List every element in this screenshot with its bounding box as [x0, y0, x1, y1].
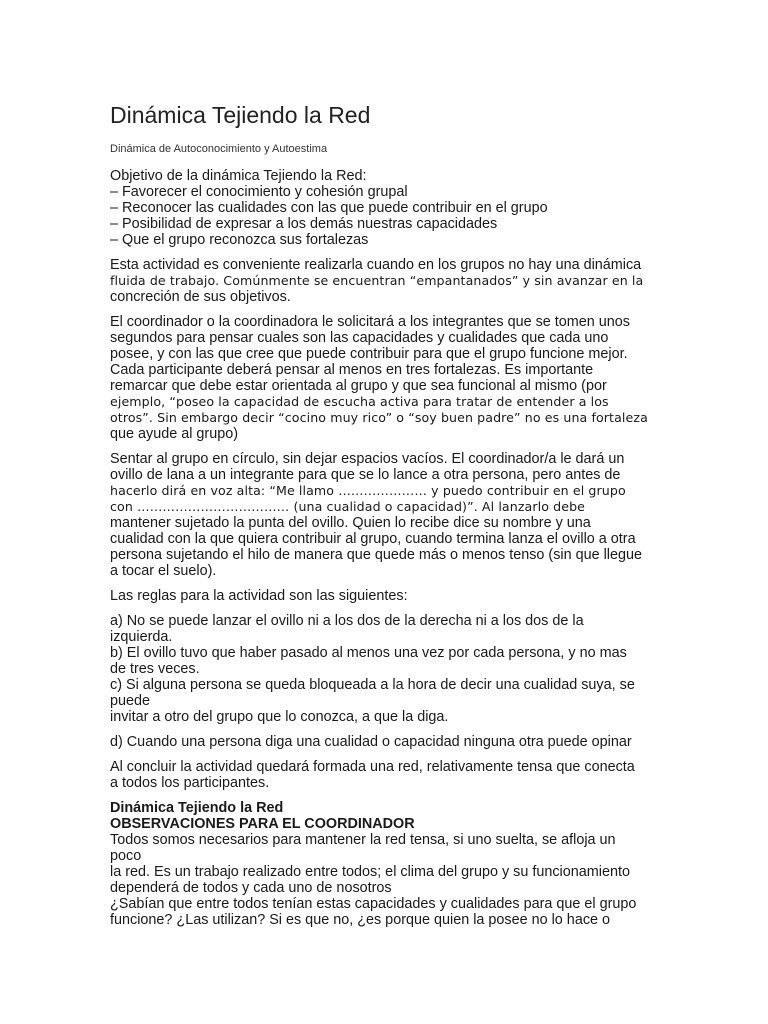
- objective-line: – Reconocer las cualidades con las que puede contribuir en el grupo: [110, 200, 548, 216]
- rule-line: b) El ovillo tuvo que haber pasado al menos una vez por cada persona, y no mas: [110, 645, 627, 661]
- text-line: hacerlo dirá en voz alta: “Me llamo ………………… y puedo contribuir en el grupo: [110, 483, 626, 498]
- text-line: mantener sujetado la punta del ovillo. Quien lo recibe dice su nombre y una: [110, 515, 591, 531]
- text-line: ejemplo, “poseo la capacidad de escucha activa para tratar de entender a los: [110, 394, 609, 409]
- text-line: poco: [110, 848, 142, 864]
- intro-paragraph: [110, 257, 655, 305]
- page-title: Dinámica Tejiendo la Red: [110, 102, 371, 128]
- objectives-paragraph: [110, 168, 655, 248]
- text-line: a tocar el suelo).: [110, 563, 217, 579]
- text-line: Sentar al grupo en círculo, sin dejar espacios vacíos. El coordinador/a le dará un: [110, 451, 625, 467]
- text-line: concreción de sus objetivos.: [110, 289, 291, 305]
- text-line: que ayude al grupo): [110, 426, 239, 442]
- conclusion-paragraph: [110, 759, 655, 791]
- rule-line: puede: [110, 693, 151, 709]
- text-line: segundos para pensar cuales son las capacidades y cualidades que cada uno: [110, 330, 609, 346]
- text-line: con ……………………………… (una cualidad o capacidad)”. Al lanzarlo debe: [110, 499, 586, 514]
- text-line: remarcar que debe estar orientada al grupo y que sea funcional al mismo (por: [110, 378, 607, 394]
- page-subtitle: Dinámica de Autoconocimiento y Autoestima: [110, 143, 328, 155]
- text-line: ovillo de lana a un integrante para que se lo lance a otra persona, pero antes de: [110, 467, 621, 483]
- text-line: El coordinador o la coordinadora le solicitará a los integrantes que se tomen unos: [110, 314, 630, 330]
- text-line: posee, y con las que cree que puede contribuir para que el grupo funcione mejor.: [110, 346, 628, 362]
- observations-heading: Dinámica Tejiendo la Red: [110, 800, 284, 816]
- text-line: Las reglas para la actividad son las siguientes:: [110, 588, 408, 604]
- text-line: Cada participante deberá pensar al menos en tres fortalezas. Es importante: [110, 362, 594, 378]
- observations-section: [110, 800, 655, 928]
- text-line: la red. Es un trabajo realizado entre todos; el clima del grupo y su funcionamiento: [110, 864, 630, 880]
- objective-line: – Que el grupo reconozca sus fortalezas: [110, 232, 369, 248]
- coordinator-paragraph: [110, 314, 655, 442]
- text-line: ¿Sabían que entre todos tenían estas capacidades y cualidades para que el grupo: [110, 896, 637, 912]
- text-line: Al concluir la actividad quedará formada una red, relativamente tensa que conecta: [110, 759, 635, 775]
- text-line: funcione? ¿Las utilizan? Si es que no, ¿es porque quien la posee no lo hace o: [110, 912, 611, 928]
- text-line: Esta actividad es conveniente realizarla cuando en los grupos no hay una dinámica: [110, 257, 642, 273]
- objective-line: – Favorecer el conocimiento y cohesión grupal: [110, 184, 408, 200]
- rule-line: a) No se puede lanzar el ovillo ni a los dos de la derecha ni a los dos de la: [110, 613, 584, 629]
- text-line: fluida de trabajo. Comúnmente se encuentran “empantanados” y sin avanzar en la: [110, 273, 644, 288]
- text-line: dependerá de todos y cada uno de nosotros: [110, 880, 392, 896]
- objective-line: – Posibilidad de expresar a los demás nuestras capacidades: [110, 216, 498, 232]
- text-line: otros”. Sin embargo decir “cocino muy rico” o “soy buen padre” no es una fortaleza: [110, 410, 648, 425]
- rule-line: c) Si alguna persona se queda bloqueada a la hora de decir una cualidad suya, se: [110, 677, 635, 693]
- objective-line: Objetivo de la dinámica Tejiendo la Red:: [110, 168, 367, 184]
- rule-line: de tres veces.: [110, 661, 200, 677]
- rule-line: izquierda.: [110, 629, 173, 645]
- rules-intro: [110, 588, 655, 604]
- text-line: cualidad con la que quiera contribuir al grupo, cuando termina lanza el ovillo a otra: [110, 531, 636, 547]
- rule-line: d) Cuando una persona diga una cualidad o capacidad ninguna otra puede opinar: [110, 734, 632, 750]
- rules-list: [110, 613, 655, 725]
- document-body: [110, 100, 655, 928]
- observations-subheading: OBSERVACIONES PARA EL COORDINADOR: [110, 816, 415, 832]
- circle-paragraph: [110, 451, 655, 579]
- text-line: a todos los participantes.: [110, 775, 270, 791]
- rule-d: [110, 734, 655, 750]
- rule-line: invitar a otro del grupo que lo conozca, a que la diga.: [110, 709, 449, 725]
- text-line: Todos somos necesarios para mantener la red tensa, si uno suelta, se afloja un: [110, 832, 616, 848]
- text-line: persona sujetando el hilo de manera que quede más o menos tenso (sin que llegue: [110, 547, 643, 563]
